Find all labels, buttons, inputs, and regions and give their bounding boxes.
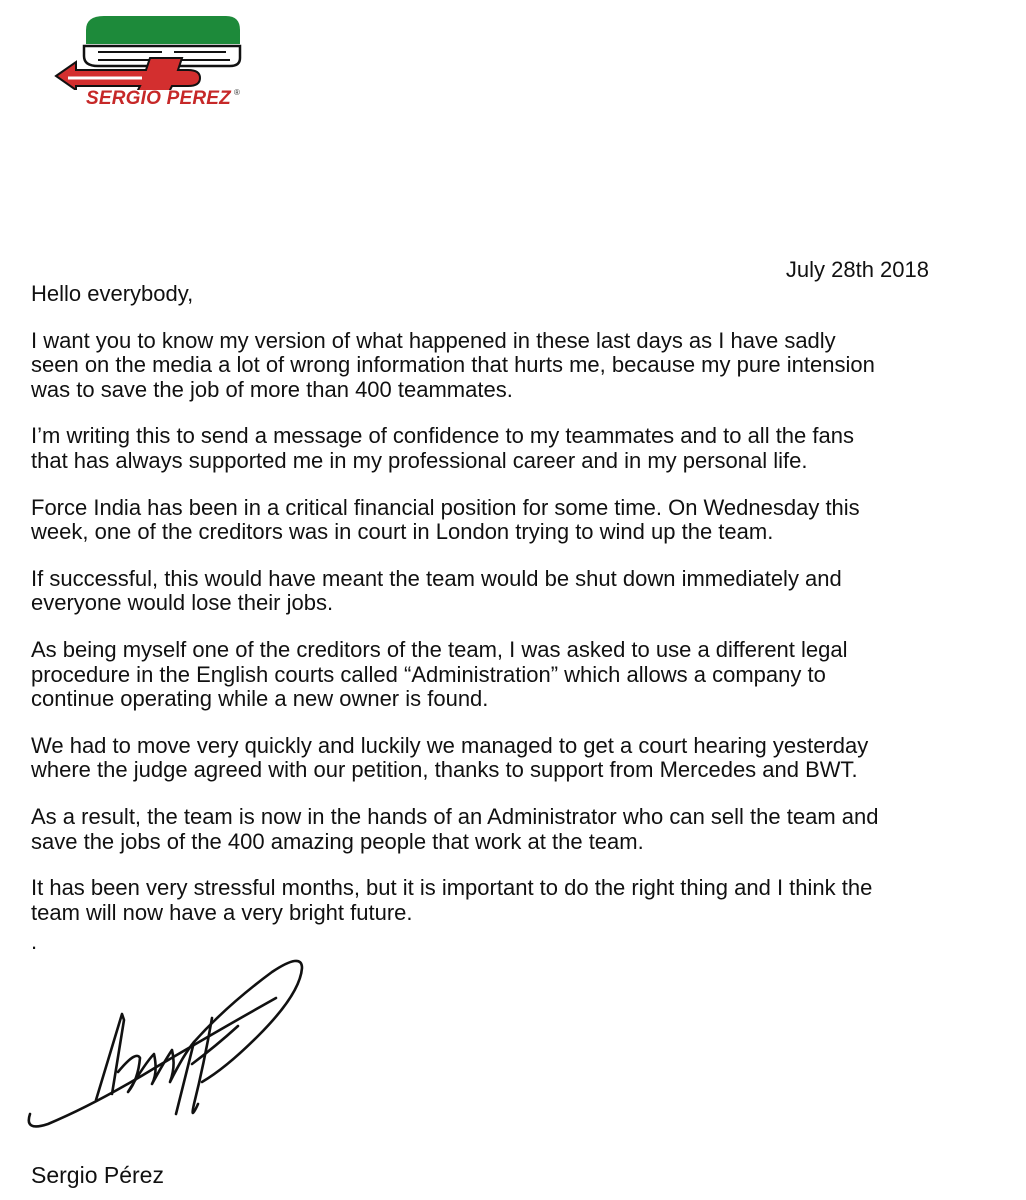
signatory-name: Sergio Pérez	[31, 1162, 164, 1188]
logo-wordmark-text: SERGIO PEREZ	[86, 88, 231, 109]
handwritten-signature	[26, 954, 326, 1144]
letter-paragraph	[31, 876, 971, 925]
signature-icon	[26, 954, 326, 1144]
sp-logo-mark-icon	[54, 10, 244, 90]
paragraph-line: It has been very stressful months, but it is important to do the right thing and I think the	[31, 875, 873, 901]
paragraph-line: week, one of the creditors was in court in London trying to wind up the team.	[31, 519, 774, 545]
paragraph-line: save the jobs of the 400 amazing people that work at the team.	[31, 828, 644, 854]
paragraph-line: was to save the job of more than 400 teammates.	[31, 376, 513, 402]
paragraph-line: If successful, this would have meant the team would be shut down immediately and	[31, 565, 842, 591]
paragraph-line: I’m writing this to send a message of confidence to my teammates and to all the fans	[31, 423, 854, 449]
paragraph-line: procedure in the English courts called “Administration” which allows a company to	[31, 661, 826, 687]
paragraph-line: Force India has been in a critical financial position for some time. On Wednesday this	[31, 494, 860, 520]
registered-mark: ®	[233, 88, 241, 97]
paragraph-line: team will now have a very bright future.	[31, 899, 413, 925]
logo-wordmark	[86, 88, 240, 110]
letter-body	[31, 281, 971, 955]
letter-paragraph	[31, 424, 971, 473]
paragraph-line: seen on the media a lot of wrong information that hurts me, because my pure intension	[31, 352, 875, 378]
paragraph-line: We had to move very quickly and luckily we managed to get a court hearing yesterday	[31, 732, 869, 758]
paragraph-line: where the judge agreed with our petition, thanks to support from Mercedes and BWT.	[31, 757, 858, 783]
paragraph-line: continue operating while a new owner is found.	[31, 686, 489, 712]
sergio-perez-logo	[54, 10, 244, 118]
letter-paragraph	[31, 734, 971, 783]
paragraph-line: that has always supported me in my professional career and in my personal life.	[31, 447, 808, 473]
letter-greeting: Hello everybody,	[31, 281, 194, 306]
letter-paragraph	[31, 638, 971, 712]
paragraph-line: everyone would lose their jobs.	[31, 590, 334, 616]
letter-paragraph	[31, 496, 971, 545]
trailing-mark: .	[31, 929, 38, 955]
letter-date: July 28th 2018	[785, 257, 929, 282]
paragraph-line: I want you to know my version of what happened in these last days as I have sadly	[31, 327, 836, 353]
paragraph-line: As being myself one of the creditors of the team, I was asked to use a different legal	[31, 636, 848, 662]
letter-paragraph	[31, 329, 971, 403]
letter-paragraph	[31, 805, 971, 854]
paragraph-line: As a result, the team is now in the hands of an Administrator who can sell the team and	[31, 803, 879, 829]
letter-paragraph	[31, 567, 971, 616]
